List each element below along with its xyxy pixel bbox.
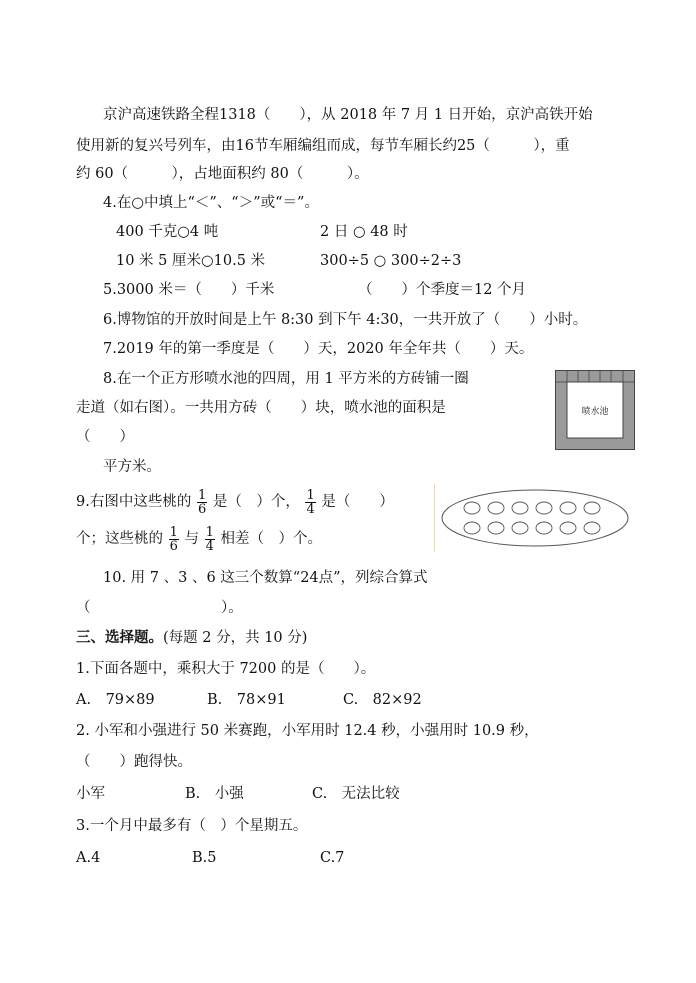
choice-3-question: 3.一个月中最多有（ ）个星期五。 — [76, 818, 308, 834]
q9-text-5: 与 — [184, 531, 199, 547]
q4-title: 4.在○中填上“＜”、“＞”或“＝”。 — [103, 195, 319, 211]
q4-item-c: 10 米 5 厘米○10.5 米 — [116, 253, 266, 269]
choice-2-question-line-2: （ ）跑得快。 — [76, 754, 192, 770]
q4-item-d: 300÷5 ○ 300÷2÷3 — [320, 253, 462, 269]
choice-3-option-a: A.4 — [76, 850, 101, 866]
q9-text-3: 是（ ） — [321, 494, 394, 510]
q9-f4-den: 4 — [205, 538, 214, 554]
q9-fraction-1 — [197, 489, 207, 516]
q10-line-1: 10. 用 7 、3 、6 这三个数算“24点”，列综合算式 — [103, 570, 428, 586]
q9-f3-den: 6 — [169, 538, 178, 554]
choice-1-option-c: C. 82×92 — [343, 692, 422, 708]
q8-line-3: （ ） — [76, 429, 134, 445]
choice-1-question: 1.下面各题中，乘积大于 7200 的是（ ）。 — [76, 661, 376, 677]
q9-fraction-3 — [169, 526, 179, 553]
q8-line-2: 走道（如右图）。一共用方砖（ ）块，喷水池的面积是 — [76, 400, 446, 416]
choice-2-question-line-1: 2. 小军和小强进行 50 米赛跑，小军用时 12.4 秒，小强用时 10.9 秒， — [76, 723, 539, 739]
q9-fraction-2 — [305, 489, 315, 516]
figure-divider — [434, 484, 435, 552]
peach-plate-figure — [440, 488, 630, 548]
q6-text: 6.博物馆的开放时间是上午 8:30 到下午 4:30，一共开放了（ ）小时。 — [103, 312, 588, 328]
q8-line-1: 8.在一个正方形喷水池的四周，用 1 平方米的方砖铺一圈 — [103, 371, 469, 387]
choice-2-option-c: C. 无法比较 — [312, 786, 400, 802]
fountain-pool-label: 喷水池 — [581, 407, 609, 417]
choice-3-option-c: C.7 — [320, 850, 345, 866]
q9-fraction-4 — [205, 526, 215, 553]
q5-part-b: （ ）个季度＝12 个月 — [358, 282, 527, 298]
q9-text-1: 9.右图中这些桃的 — [76, 494, 192, 510]
q10-line-2: （ ）。 — [76, 600, 243, 616]
q9-f4-num: 1 — [205, 524, 214, 540]
q4-item-b: 2 日 ○ 48 时 — [320, 224, 408, 240]
q9-f1-num: 1 — [197, 487, 207, 503]
q7-text: 7.2019 年的第一季度是（ ）天，2020 年全年共（ ）天。 — [103, 341, 534, 357]
q9-f1-den: 6 — [197, 501, 207, 517]
q5-part-a: 5.3000 米＝（ ）千米 — [103, 282, 275, 298]
q9-f2-den: 4 — [306, 501, 315, 517]
q9-text-4: 个；这些桃的 — [76, 531, 163, 547]
q9-text-6: 相差（ ）个。 — [220, 531, 322, 547]
section-3-title: 三、选择题。 — [76, 630, 163, 646]
choice-3-option-b: B.5 — [192, 850, 217, 866]
q3-line-1: 京沪高速铁路全程1318（ ），从 2018 年 7 月 1 日开始，京沪高铁开始 — [103, 107, 593, 123]
choice-1-option-a: A. 79×89 — [76, 692, 155, 708]
q9-f2-num: 1 — [306, 487, 315, 503]
section-3-note: (每题 2 分，共 10 分) — [163, 630, 308, 646]
choice-2-option-a: 小军 — [76, 786, 105, 802]
q4-item-a: 400 千克○4 吨 — [116, 224, 219, 240]
q3-line-2: 使用新的复兴号列车，由16节车厢编组而成，每节车厢长约25（ ），重 — [76, 138, 570, 154]
choice-1-option-b: B. 78×91 — [207, 692, 286, 708]
q9-f3-num: 1 — [169, 524, 178, 540]
section-3-heading — [76, 628, 307, 648]
choice-2-option-b: B. 小强 — [185, 786, 244, 802]
q9-text-2: 是（ ）个， — [212, 494, 300, 510]
fountain-pool-figure — [555, 370, 635, 450]
q8-line-4: 平方米。 — [103, 459, 161, 475]
q9-line-2 — [76, 524, 322, 554]
q9-line-1 — [76, 487, 394, 517]
q3-line-3: 约 60（ ），占地面积约 80（ ）。 — [76, 166, 369, 182]
